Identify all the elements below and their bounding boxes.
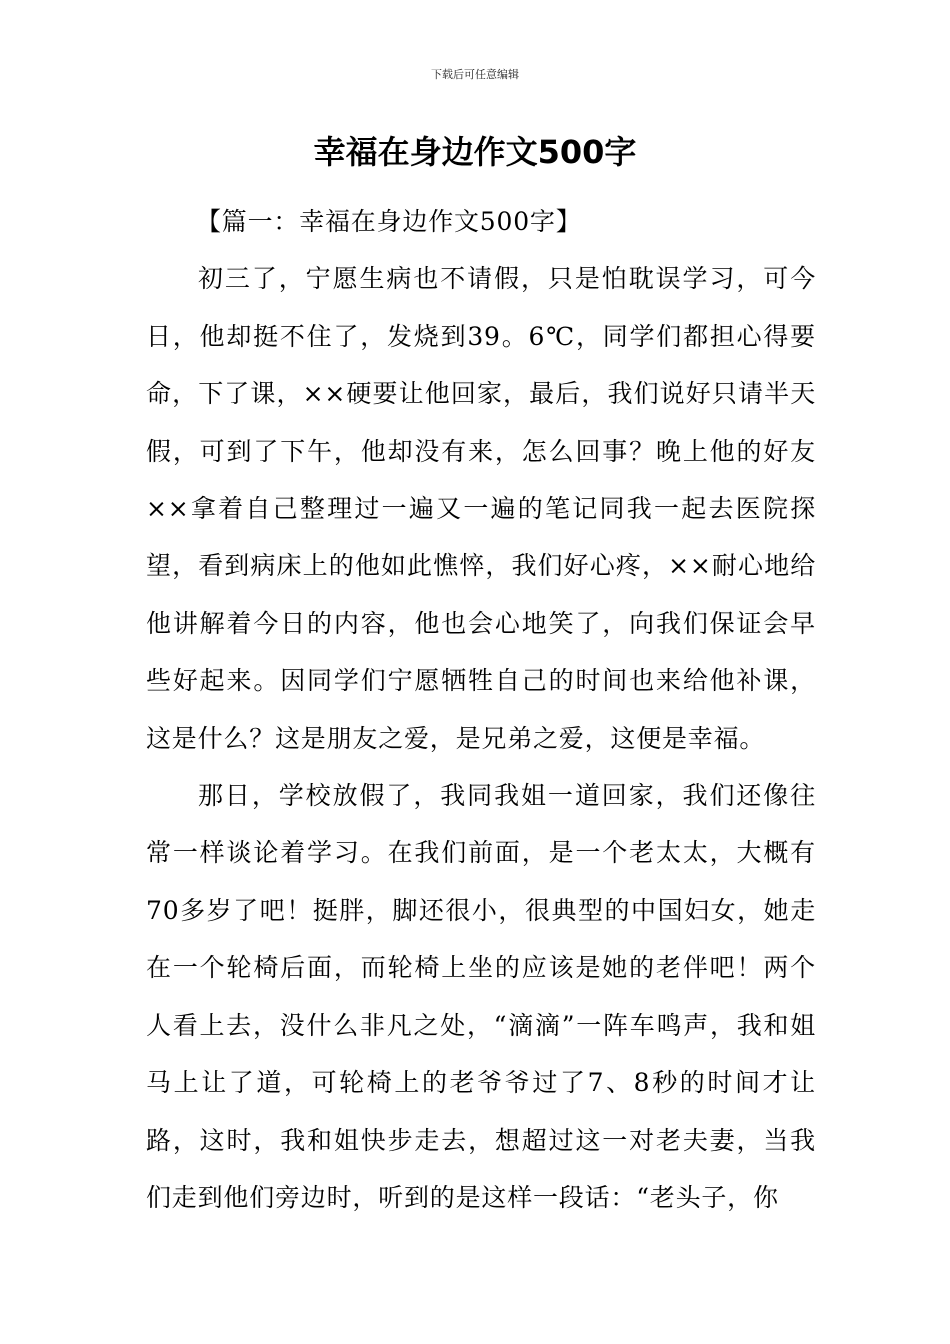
document-body: [146, 193, 816, 1226]
header-note: 下载后可任意编辑: [431, 68, 519, 81]
document-title: 幸福在身边作文500字: [313, 133, 637, 171]
paragraph-2: 那日，学校放假了，我同我姐一道回家，我们还像往常一样谈论着学习。在我们前面，是一个老太太，大概有70多岁了吧！挺胖，脚还很小，很典型的中国妇女，她走在一个轮椅后面，而轮椅上坐的应该是她的老伴吧！两个人看上去，没什么非凡之处，“滴滴”一阵车鸣声，我和姐马上让了道，可轮椅上的老爷爷过了7、8秒的时间才让路，这时，我和姐快步走去，想超过这一对老夫妻，当我们走到他们旁边时，听到的是这样一段话：“老头子，你: [146, 781, 816, 1212]
section-heading: 【篇一：幸福在身边作文500字】: [196, 207, 582, 236]
paragraph-1: 初三了，宁愿生病也不请假，只是怕耽误学习，可今日，他却挺不住了，发烧到39。6℃，同学们都担心得要命，下了课，××硬要让他回家，最后，我们说好只请半天假，可到了下午，他却没有来，怎么回事？晚上他的好友××拿着自己整理过一遍又一遍的笔记同我一起去医院探望，看到病床上的他如此憔悴，我们好心疼，××耐心地给他讲解着今日的内容，他也会心地笑了，向我们保证会早些好起来。因同学们宁愿牺牲自己的时间也来给他补课，这是什么？这是朋友之爱，是兄弟之爱，这便是幸福。: [146, 264, 816, 753]
